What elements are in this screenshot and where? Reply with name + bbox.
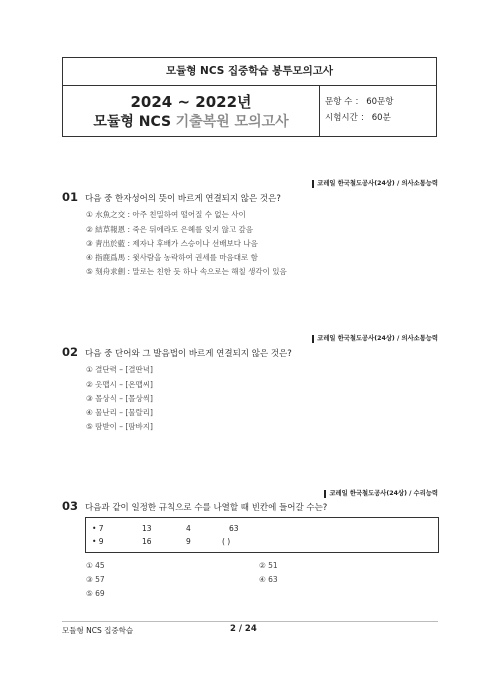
question-text: 다음과 같이 일정한 규칙으로 수를 나열할 때 빈칸에 들어갈 수는? bbox=[85, 503, 328, 513]
answer-option[interactable]: ① 45 bbox=[86, 561, 105, 570]
answer-option[interactable]: ⑤ 刻舟求劍 : 말로는 친한 듯 하나 속으로는 해칠 생각이 있음 bbox=[86, 267, 287, 276]
header-divider bbox=[319, 85, 320, 136]
year-range: 2024 ~ 2022년 bbox=[130, 93, 252, 111]
sequence-value: 4 bbox=[186, 524, 191, 533]
exam-header bbox=[62, 57, 437, 137]
question-number: 03 bbox=[62, 499, 79, 513]
exam-info bbox=[325, 94, 393, 126]
exam-title: 모듈형 NCS 집중학습 봉투모의고사 bbox=[63, 58, 436, 86]
question-number: 02 bbox=[62, 345, 79, 359]
exam-name-bold: 모듈형 NCS bbox=[93, 114, 172, 130]
time-limit: 시험시간 ： 60분 bbox=[325, 113, 391, 123]
answer-option[interactable]: ④ 指鹿爲馬 : 윗사람을 농락하여 권세를 마음대로 함 bbox=[86, 253, 258, 262]
answer-option[interactable]: ② 51 bbox=[259, 561, 278, 570]
footer-title: 모듈형 NCS 집중학습 bbox=[62, 626, 134, 635]
answer-option[interactable]: ① 결단력 – [결딴녁] bbox=[86, 365, 153, 374]
answer-option[interactable]: ④ 63 bbox=[259, 575, 278, 584]
answer-option[interactable]: ③ 靑出於藍 : 제자나 후배가 스승이나 선배보다 나음 bbox=[86, 239, 258, 248]
answer-option[interactable]: ② 結草報恩 : 죽은 뒤에라도 은혜를 잊지 않고 갚음 bbox=[86, 225, 253, 234]
exam-name bbox=[63, 111, 319, 131]
answer-option[interactable]: ③ 몰상식 – [몰상씩] bbox=[86, 394, 153, 403]
question-text: 다음 중 단어와 그 발음법이 바르게 연결되지 않은 것은? bbox=[85, 349, 292, 359]
answer-option[interactable]: ① 水魚之交 : 아주 친밀하여 떨어질 수 없는 사이 bbox=[86, 210, 246, 219]
number-sequence-box bbox=[85, 517, 439, 553]
question-tag: 코레일 한국철도공사(24상) / 의사소통능력 bbox=[312, 335, 438, 343]
sequence-value: 9 bbox=[186, 537, 191, 546]
question-tag: 코레일 한국철도공사(24상) / 수리능력 bbox=[324, 490, 438, 498]
answer-option[interactable]: ② 옷맵시 – [온맵씨] bbox=[86, 380, 153, 389]
question-tag: 코레일 한국철도공사(24상) / 의사소통능력 bbox=[312, 180, 438, 188]
sequence-blank: ( ) bbox=[222, 537, 231, 546]
sequence-value: • 7 bbox=[92, 524, 104, 533]
question-text: 다음 중 한자성어의 뜻이 바르게 연결되지 않은 것은? bbox=[85, 194, 281, 204]
question-count: 문항 수 ： 60문항 bbox=[325, 97, 394, 107]
answer-option[interactable]: ⑤ 69 bbox=[86, 589, 105, 598]
sequence-value: 16 bbox=[142, 537, 152, 546]
question-number: 01 bbox=[62, 190, 79, 204]
sequence-value: 13 bbox=[142, 524, 152, 533]
footer-divider bbox=[62, 621, 438, 622]
answer-option[interactable]: ③ 57 bbox=[86, 575, 105, 584]
exam-name-gray: 기출복원 모의고사 bbox=[175, 114, 289, 130]
page-number: 2 / 24 bbox=[230, 624, 257, 634]
sequence-value: • 9 bbox=[92, 537, 104, 546]
exam-name-block bbox=[63, 85, 319, 136]
answer-option[interactable]: ⑤ 땀받이 – [땀바지] bbox=[86, 422, 153, 431]
answer-option[interactable]: ④ 물난리 – [물랄리] bbox=[86, 408, 153, 417]
sequence-value: 63 bbox=[229, 524, 239, 533]
